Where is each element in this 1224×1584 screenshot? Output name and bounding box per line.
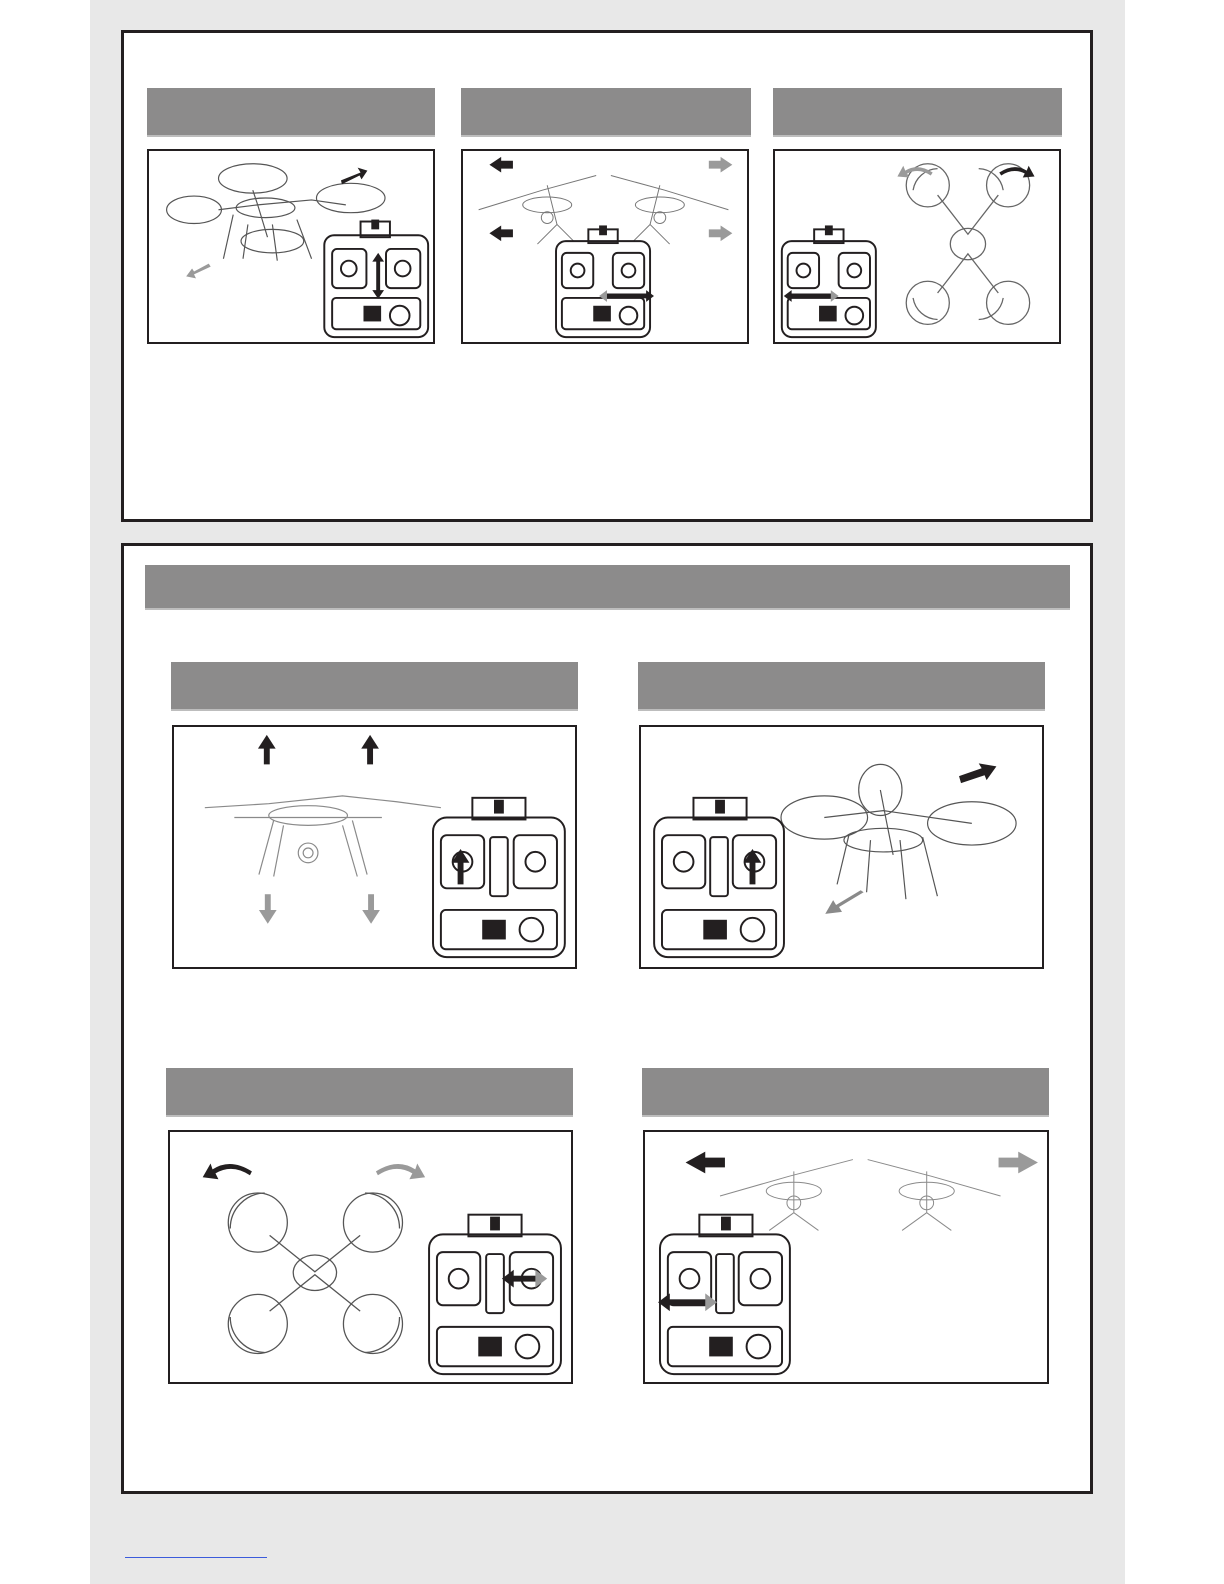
bottom-panel-2-illustration	[639, 725, 1044, 969]
drone-side-left-right-icon	[463, 151, 747, 342]
top-panel-2-header	[461, 88, 751, 137]
remote-controller-icon	[782, 225, 876, 337]
footer-link-underline[interactable]	[125, 1556, 267, 1558]
top-panel-1-illustration	[147, 149, 435, 344]
remote-controller-icon	[324, 220, 428, 338]
bottom-panel-1-header	[171, 662, 578, 711]
remote-controller-icon	[556, 225, 654, 337]
top-panel-2-illustration	[461, 149, 749, 344]
remote-controller-icon	[654, 798, 784, 957]
drone-turn-left-right-icon	[170, 1132, 571, 1382]
drone-sideways-flight-icon	[645, 1132, 1047, 1382]
drone-top-rotation-icon	[775, 151, 1059, 342]
bottom-panel-4-header	[642, 1068, 1049, 1117]
remote-controller-icon	[433, 798, 565, 957]
bottom-panel-3-illustration	[168, 1130, 573, 1384]
bottom-panel-1-illustration	[172, 725, 577, 969]
top-panel-3-illustration	[773, 149, 1061, 344]
top-panel-1-header	[147, 88, 435, 137]
bottom-panel-3-header	[166, 1068, 573, 1117]
drone-perspective-forward-backward-icon	[149, 151, 433, 342]
remote-controller-icon	[658, 1215, 790, 1374]
remote-controller-icon	[429, 1215, 561, 1374]
bottom-section-title-bar	[145, 565, 1070, 610]
drone-ascend-descend-icon	[174, 727, 575, 967]
bottom-panel-2-header	[638, 662, 1045, 711]
bottom-panel-4-illustration	[643, 1130, 1049, 1384]
drone-forward-backward-icon	[641, 727, 1042, 967]
top-panel-3-header	[773, 88, 1062, 137]
